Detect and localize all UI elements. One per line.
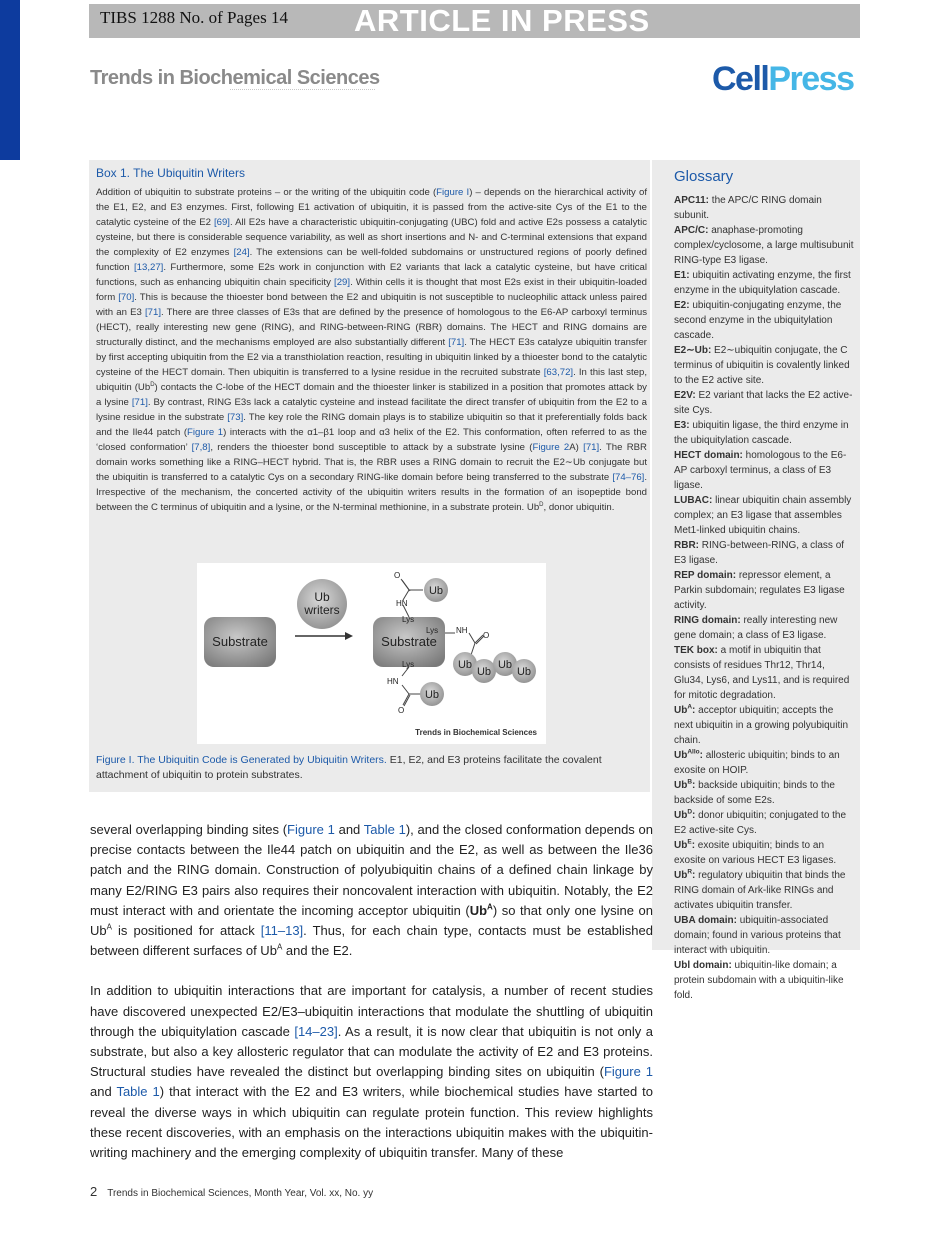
glossary-entry [674, 778, 854, 808]
citation-link[interactable]: [71] [583, 442, 600, 453]
glossary-definition: donor ubiquitin; conjugated to the E2 active-site Cys. [674, 810, 847, 836]
glossary-term-sup: E [687, 838, 692, 846]
citation-link[interactable]: Table 1 [116, 1084, 160, 1100]
glossary-entry [674, 298, 854, 343]
caption-title: Figure I. The Ubiquitin Code is Generated by Ubiquitin Writers. [96, 754, 387, 766]
sidebar-stripe [0, 0, 20, 160]
glossary-entry [674, 613, 854, 643]
glossary-entry [674, 868, 854, 913]
page-number: 2 [90, 1184, 98, 1199]
article-in-press-banner: ARTICLE IN PRESS [354, 3, 650, 38]
glossary-term: RING domain: [674, 615, 741, 626]
body-paragraph [90, 820, 653, 961]
glossary-term: Ub [674, 705, 688, 716]
citation-link[interactable]: [24] [233, 247, 250, 258]
text-run: and [334, 822, 364, 837]
text-run: . The extensions can be well-folded subdomains or unstructured regions of poorly defined function [96, 247, 647, 273]
journal-subtitle-line [230, 89, 375, 92]
caption-text: E1, E2, and E3 proteins facilitate the covalent attachment of ubiquitin to protein substrates. [96, 754, 602, 781]
ub-chain-4-label: Ub [516, 666, 532, 678]
text-run: . As a result, it is now clear that ubiquitin is not only a substrate, but also a key allosteric regulator that can modulate the activity of E2 and E3 proteins. Structural studies have revealed the distinct but overlapping binding sites on ubiquitin ( [90, 1023, 653, 1080]
ub-chain-4 [512, 659, 536, 683]
ub-bottom-label: Ub [424, 689, 440, 701]
figure-1-diagram [197, 563, 546, 744]
glossary-entry [674, 808, 854, 838]
writers-line1: Ub [314, 590, 330, 604]
glossary-definition: E2 variant that lacks the E2 active-site Cys. [674, 390, 853, 416]
text-run: Addition of ubiquitin to substrate proteins – or the writing of the ubiquitin code ( [96, 187, 437, 198]
body-paragraph [90, 981, 653, 1163]
hn-bottom: HN [387, 677, 399, 686]
writers-line2: writers [304, 603, 340, 617]
ub-chain-3-label: Ub [497, 659, 513, 671]
glossary-term: REP domain: [674, 570, 737, 581]
text-run: ) contacts the C-lobe of the HECT domain and the thioester linker is stabilized in a position that promotes attack by a lysine [96, 382, 647, 408]
substrate-left [204, 617, 276, 667]
text-run: D [539, 501, 544, 508]
text-run: and [90, 1084, 117, 1100]
cellpress-logo [712, 60, 854, 99]
glossary-term: Ub [674, 840, 688, 851]
glossary-list [674, 193, 854, 1003]
glossary-definition: the APC/C RING domain subunit. [674, 195, 822, 221]
citation-link[interactable]: [74–76] [612, 472, 645, 483]
text-run: . All E2s have a characteristic ubiquitin-conjugating (UBC) fold and active E2s possess a catalytic cysteine, but there is considerable sequence variability, as well as short insertions and N- and C-terminal extensions that expand the complexity of E2 enzymes [96, 217, 647, 258]
glossary-entry [674, 448, 854, 493]
glossary-term: LUBAC: [674, 495, 713, 506]
glossary-term: UBA domain: [674, 915, 737, 926]
glossary-entry [674, 538, 854, 568]
ub-chain-2 [472, 659, 496, 683]
glossary-entry [674, 193, 854, 223]
citation-link[interactable]: [13,27] [134, 262, 164, 273]
citation-link[interactable]: [71] [144, 307, 161, 318]
text-run: Ub [469, 902, 488, 918]
ub-chain-1-label: Ub [457, 659, 473, 671]
citation-link[interactable]: Table 1 [363, 822, 406, 837]
glossary-entry [674, 268, 854, 298]
glossary-term-colon: : [692, 705, 696, 716]
glossary-entry [674, 343, 854, 388]
text-run: is positioned for attack [111, 923, 261, 939]
citation-link[interactable]: [11–13] [260, 923, 304, 939]
citation-link[interactable]: [63,72] [543, 367, 574, 378]
text-run: A [106, 922, 112, 932]
glossary-definition: regulatory ubiquitin that binds the RING domain of Ark-like RINGs and activates ubiquitin transfer. [674, 870, 846, 911]
citation-link[interactable]: [7,8] [191, 442, 211, 453]
substrate-right-label: Substrate [381, 634, 437, 649]
text-run: . Thus, for each chain type, contacts must be established between different surfaces of Ub [90, 923, 653, 959]
hn-top: HN [396, 599, 408, 608]
glossary-term: Ub [674, 780, 688, 791]
glossary-definition: exosite ubiquitin; binds to an exosite on various HECT E3 ligases. [674, 840, 837, 866]
glossary-term: TEK box: [674, 645, 718, 656]
text-run: In addition to ubiquitin interactions that are important for catalysis, a number of recent studies have discovered unexpected E2/E3–ubiquitin interactions that modulate the shuttling of ubiquitin through the ubiquitylation cascade [90, 983, 653, 1039]
glossary-title: Glossary [674, 168, 734, 185]
text-run: D [150, 381, 155, 388]
glossary-entry [674, 643, 854, 703]
glossary-entry [674, 748, 854, 778]
lys-top: Lys [402, 615, 415, 624]
glossary-term: E2∼Ub: [674, 345, 712, 356]
glossary-term: APC/C: [674, 225, 709, 236]
citation-link[interactable]: [71] [448, 337, 465, 348]
glossary-entry [674, 838, 854, 868]
glossary-term-sup: B [687, 778, 693, 786]
glossary-definition: really interesting new gene domain; a class of E3 ligase. [674, 615, 838, 641]
glossary-entry [674, 418, 854, 448]
glossary-term-colon: : [692, 870, 696, 881]
citation-link[interactable]: Figure 1 [603, 1064, 653, 1080]
text-run: A [276, 942, 283, 952]
nh-right: NH [456, 626, 468, 635]
text-run: . There are three classes of E3s that are defined by the presence of homologous to the E6-AP carboxyl terminus (HECT), really interesting new gene (RING), and RING-between-RING (RBR) domains. The HECT and RING domains are structurally distinct, and the mechanisms employed are also substantially different [96, 307, 647, 348]
figure-svg [197, 563, 546, 744]
glossary-definition: homologous to the E6-AP carboxyl terminus, a class of E3 ligase. [674, 450, 847, 491]
glossary-term-colon: : [699, 750, 703, 761]
logo-cell: Cell [712, 60, 769, 98]
footer-citation: Trends in Biochemical Sciences, Month Year, Vol. xx, No. yy [107, 1188, 374, 1199]
glossary-term-sup: A [687, 703, 693, 711]
glossary-entry [674, 223, 854, 268]
text-run: ) – depends on the hierarchical activity of the E1, E2, and E3 enzymes. First, following E1 activation of ubiquitin, it is passed from the active-site Cys of the E1 to the catalytic cysteine of the E2 [96, 187, 647, 228]
citation-link[interactable]: [70] [118, 292, 135, 303]
citation-link[interactable]: Figure 1 [287, 822, 335, 837]
text-run: . The HECT E3s catalyze ubiquitin transfer by first accepting ubiquitin from the E2 via a transthiolation reaction, resulting in ubiquitin linked by a thioester bond to the catalytic cysteine of the HECT domain. Then ubiquitin is transferred to a lysine residue in the recruited substrate [96, 337, 647, 378]
ub-top [424, 578, 448, 602]
figure-credit: Trends in Biochemical Sciences [415, 728, 537, 737]
text-run: several overlapping binding sites ( [90, 822, 288, 837]
text-run: . Irrespective of the mechanism, the concerted activity of the ubiquitin writers results in the formation of an isopeptide bond between the C terminus of ubiquitin and a lysine, or the N-terminal methionine, in a substrate protein. Ub [96, 472, 647, 513]
glossary-definition: ubiquitin activating enzyme, the first enzyme in the ubiquitylation cascade. [674, 270, 851, 296]
ub-bottom [420, 682, 444, 706]
glossary-definition: allosteric ubiquitin; binds to an exosite on HOIP. [674, 750, 840, 776]
glossary-definition: a motif in ubiquitin that consists of residues Thr12, Thr14, Glu34, Lys6, and Lys11, and is required for mitotic degradation. [674, 645, 850, 701]
glossary-term: E1: [674, 270, 690, 281]
text-run: ) that interact with the E2 and E3 writers, while biochemical studies have started to reveal the diverse ways in which ubiquitin can regulate protein function. This review highlights these recent discoveries, with an emphasis on the interactions ubiquitin makes with the ubiquitin-writing machinery and the emerging complexity of ubiquitin transfer. Many of these [90, 1084, 653, 1161]
carbonyl-o-right: O [483, 631, 490, 640]
glossary-definition: ubiquitin-like domain; a protein subdomain with a ubiquitin-like fold. [674, 960, 844, 1001]
ub-writers-ball [297, 579, 347, 629]
text-run: . The RBR domain works something like a RING–HECT hybrid. That is, the RBR uses a RING domain to recruit the E2∼Ub conjugate but the ubiquitin is transferred to a catalytic Cys on a secondary RING-like domain before being transferred to the substrate [96, 442, 647, 483]
text-run: A) [569, 442, 584, 453]
glossary-entry [674, 703, 854, 748]
glossary-term-sup: Allo [687, 748, 700, 756]
glossary-entry [674, 913, 854, 958]
carbonyl-o-bottom: O [398, 706, 405, 715]
text-run: . By contrast, RING E3s lack a catalytic cysteine and instead facilitate the direct transfer of ubiquitin from the E2 to a lysine residue in the substrate [96, 397, 647, 423]
glossary-term-sup: D [687, 808, 693, 816]
glossary-term-colon: : [691, 840, 696, 851]
glossary-term: HECT domain: [674, 450, 743, 461]
glossary-entry [674, 958, 854, 1003]
manuscript-id: TIBS 1288 No. of Pages 14 [100, 8, 288, 27]
glossary-definition: RING-between-RING, a class of E3 ligase. [674, 540, 845, 566]
body-text [90, 820, 653, 1183]
glossary-entry [674, 568, 854, 613]
glossary-definition: acceptor ubiquitin; accepts the next ubiquitin in a growing polyubiquitin chain. [674, 705, 849, 746]
glossary-definition: ubiquitin-conjugating enzyme, the second enzyme in the ubiquitylation cascade. [674, 300, 842, 341]
glossary-definition: ubiquitin-associated domain; found in various proteins that interact with ubiquitin. [674, 915, 841, 956]
glossary-term: E2: [674, 300, 690, 311]
text-run: and the E2. [282, 943, 353, 959]
substrate-left-label: Substrate [212, 634, 268, 649]
glossary-term: Ub [674, 810, 688, 821]
glossary-term-sup: R [687, 868, 693, 876]
citation-link[interactable]: [73] [227, 412, 244, 423]
glossary-definition: linear ubiquitin chain assembly complex; an E3 ligase that assembles Met1-linked ubiquitin chains. [674, 495, 852, 536]
citation-link[interactable]: [69] [213, 217, 230, 228]
box-title: Box 1. The Ubiquitin Writers [96, 166, 245, 180]
glossary-definition: ubiquitin ligase, the third enzyme in the ubiquitylation cascade. [674, 420, 849, 446]
text-run: , renders the thioester bond susceptible to attack by a substrate lysine ( [210, 442, 533, 453]
glossary-term: Ub [674, 870, 688, 881]
glossary-term: E3: [674, 420, 690, 431]
text-run: . In this last step, ubiquitin (Ub [96, 367, 647, 393]
citation-link[interactable]: Figure I [436, 187, 470, 198]
glossary-term: E2V: [674, 390, 696, 401]
citation-link[interactable]: Figure 1 [187, 427, 224, 438]
logo-press: Press [768, 60, 854, 98]
reaction-arrow [295, 632, 353, 640]
page-footer [90, 1184, 373, 1199]
text-run: . Furthermore, some E2s work in conjunction with E2 variants that lack a catalytic cysteine, but have critical functions, such as enhancing ubiquitin chain specificity [96, 262, 647, 288]
text-run: . The key role the RING domain plays is to stabilize ubiquitin so that it preferentially folds back and the Ile44 patch ( [96, 412, 647, 438]
text-run: ) interacts with the α1–β1 loop and α3 helix of the E2. This conformation, often referred to as the ‘closed conformation’ [96, 427, 647, 453]
glossary-definition: E2∼ubiquitin conjugate, the C terminus of ubiquitin is covalently linked to the E2 active site. [674, 345, 850, 386]
text-run: ) so that only one lysine on Ub [90, 902, 653, 939]
journal-title: Trends in Biochemical Sciences [90, 67, 380, 89]
text-run: A [487, 902, 493, 912]
ub-chain-2-label: Ub [476, 666, 492, 678]
glossary-term: Ubl domain: [674, 960, 732, 971]
text-run: . This is because the thioester bond between the E2 and ubiquitin is not susceptible to nucleophilic attack unless paired with an E3 [96, 292, 647, 318]
glossary-term: APC11: [674, 195, 710, 206]
citation-link[interactable]: [14–23] [294, 1023, 338, 1039]
ub-top-label: Ub [428, 585, 444, 597]
citation-link[interactable]: Figure 2 [532, 442, 570, 453]
box-body [96, 185, 647, 515]
glossary-entry [674, 388, 854, 418]
citation-link[interactable]: [29] [334, 277, 351, 288]
figure-caption [96, 753, 648, 783]
text-run: . Within cells it is thought that most E2s exist in their ubiquitin-loaded form [96, 277, 648, 303]
glossary-term: Ub [674, 750, 688, 761]
glossary-definition: repressor element, a Parkin subdomain; regulates E3 ligase activity. [674, 570, 845, 611]
glossary-term-colon: : [692, 780, 696, 791]
lys-right: Lys [426, 626, 439, 635]
lys-bottom: Lys [402, 660, 415, 669]
citation-link[interactable]: [71] [131, 397, 148, 408]
glossary-term: RBR: [674, 540, 699, 551]
glossary-definition: backside ubiquitin; binds to the backside of some E2s. [674, 780, 835, 806]
glossary-definition: anaphase-promoting complex/cyclosome, a large multisubunit RING-type E3 ligase. [674, 225, 854, 266]
glossary-term-colon: : [692, 810, 696, 821]
carbonyl-o-top: O [394, 571, 401, 580]
glossary-entry [674, 493, 854, 538]
text-run: ), and the closed conformation depends on precise contacts between the Ile44 patch on ubiquitin and the E2, as well as between the Ile36 patch and the RING domain. Construction of polyubiquitin chains of a defined chain linkage by many E2/RING E3 pairs also requires their noncovalent interaction with ubiquitin. Notably, the E2 must interact with and orientate the incoming acceptor ubiquitin ( [90, 822, 653, 918]
text-run: , donor ubiquitin. [543, 502, 615, 513]
